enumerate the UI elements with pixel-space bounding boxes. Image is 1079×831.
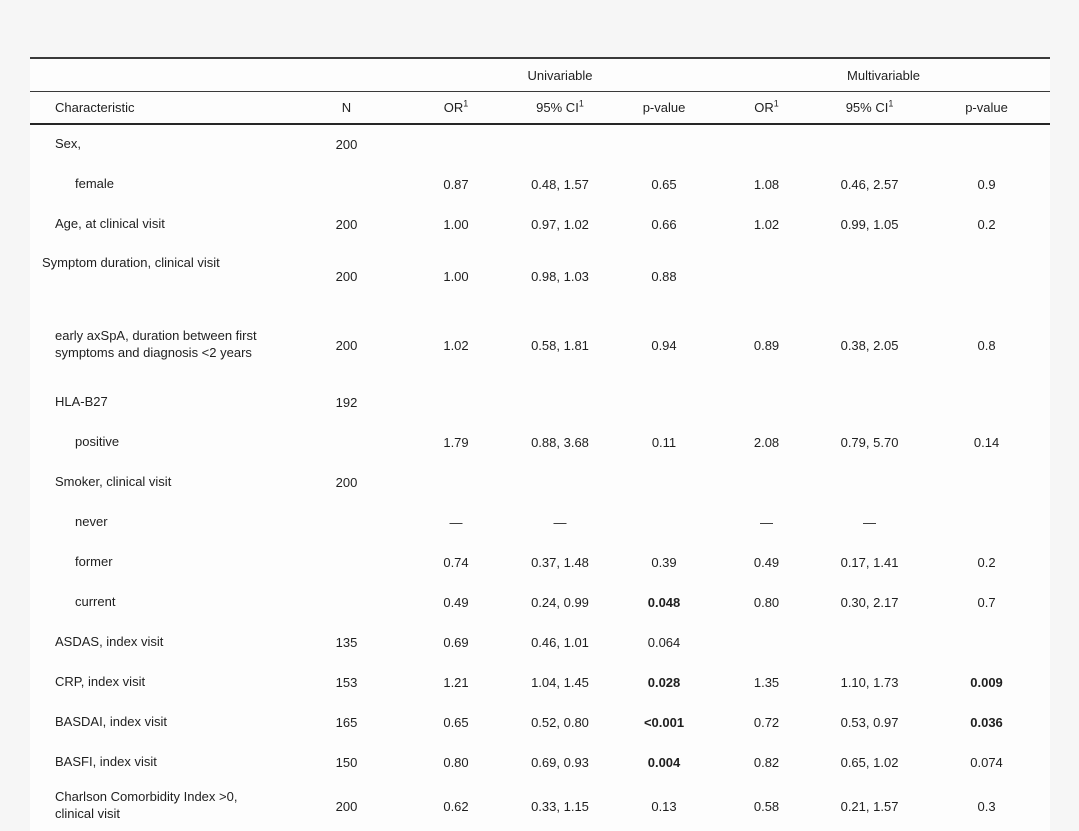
n-cell bbox=[290, 422, 403, 462]
pvalue-univariable-cell: 0.064 bbox=[647, 634, 681, 650]
characteristic-cell bbox=[30, 742, 290, 782]
ci-multivariable-cell: 0.17, 1.41 bbox=[840, 554, 899, 570]
pvalue-multivariable-cell: 0.2 bbox=[977, 216, 996, 232]
n-cell: 200 bbox=[335, 136, 358, 152]
spanner-empty bbox=[30, 58, 403, 92]
pvalue-univariable-cell: 0.66 bbox=[651, 216, 677, 232]
n-cell: 153 bbox=[335, 674, 358, 690]
characteristic-label: female bbox=[75, 175, 115, 191]
pvalue-univariable-cell bbox=[611, 382, 717, 422]
or-multivariable-cell: 0.89 bbox=[753, 337, 780, 353]
characteristic-label: BASFI, index visit bbox=[55, 753, 157, 769]
characteristic-cell bbox=[30, 382, 290, 422]
characteristic-cell bbox=[30, 422, 290, 462]
or-multivariable-cell: 0.72 bbox=[753, 714, 780, 730]
pvalue-multivariable-cell: 0.14 bbox=[973, 434, 1000, 450]
pvalue-univariable-cell bbox=[611, 502, 717, 542]
or-multivariable-cell bbox=[717, 462, 816, 502]
pvalue-multivariable-cell: 0.074 bbox=[970, 754, 1003, 770]
characteristic-label: positive bbox=[75, 433, 120, 449]
footnote-marker: 1 bbox=[578, 98, 584, 109]
ci-univariable-cell: 0.88, 3.68 bbox=[531, 434, 589, 450]
n-cell: 135 bbox=[335, 634, 358, 650]
pvalue-multivariable-cell bbox=[923, 382, 1050, 422]
n-cell: 200 bbox=[335, 268, 358, 284]
pvalue-univariable-cell: 0.028 bbox=[647, 674, 681, 690]
footnote-marker: 1 bbox=[773, 98, 779, 109]
pvalue-multivariable-cell: 0.009 bbox=[970, 674, 1003, 690]
table-row bbox=[30, 308, 1050, 382]
or-univariable-cell bbox=[403, 124, 509, 164]
table-row bbox=[30, 662, 1050, 702]
footnote-marker: 1 bbox=[888, 98, 894, 109]
ci-univariable-cell: 0.37, 1.48 bbox=[531, 554, 589, 570]
pvalue-multivariable-cell bbox=[923, 462, 1050, 502]
ci-multivariable-cell bbox=[816, 244, 923, 308]
characteristic-label: current bbox=[75, 593, 116, 609]
pvalue-univariable-cell: 0.65 bbox=[651, 176, 677, 192]
n-cell: 150 bbox=[335, 754, 358, 770]
ci-univariable-cell: 0.98, 1.03 bbox=[531, 268, 589, 284]
or-univariable-cell: 1.79 bbox=[443, 434, 469, 450]
ci-univariable-cell: 0.33, 1.15 bbox=[531, 798, 589, 814]
spanner-univariable bbox=[403, 58, 717, 92]
table-row bbox=[30, 542, 1050, 582]
pvalue-univariable-cell: 0.39 bbox=[651, 554, 677, 570]
spanner-multivariable bbox=[717, 58, 1050, 92]
table-row bbox=[30, 622, 1050, 662]
characteristic-cell bbox=[30, 582, 290, 622]
or-multivariable-cell: 0.58 bbox=[753, 798, 780, 814]
pvalue-univariable-cell: 0.048 bbox=[647, 594, 681, 610]
pvalue-multivariable-cell bbox=[923, 124, 1050, 164]
characteristic-label: Charlson Comorbidity Index >0, clinical visit bbox=[55, 789, 238, 821]
table-row bbox=[30, 462, 1050, 502]
characteristic-label: early axSpA, duration between first symptoms and diagnosis <2 years bbox=[55, 328, 257, 360]
characteristic-cell bbox=[30, 622, 290, 662]
ci-multivariable-cell: 0.30, 2.17 bbox=[840, 594, 899, 610]
or-univariable-cell bbox=[403, 382, 509, 422]
characteristic-cell bbox=[30, 308, 290, 382]
pvalue-univariable-cell: 0.94 bbox=[651, 337, 677, 353]
pvalue-univariable-cell: 0.13 bbox=[651, 798, 677, 814]
n-cell: 200 bbox=[335, 337, 358, 353]
or-univariable-cell: 0.69 bbox=[443, 634, 469, 650]
or-univariable-cell: 0.62 bbox=[443, 798, 469, 814]
characteristic-cell bbox=[30, 662, 290, 702]
table-row bbox=[30, 502, 1050, 542]
characteristic-label: Smoker, clinical visit bbox=[55, 473, 172, 489]
characteristic-cell bbox=[30, 782, 290, 830]
or-univariable-cell: 0.49 bbox=[443, 594, 469, 610]
or-univariable-cell: 1.00 bbox=[443, 216, 469, 232]
or-univariable-cell: 1.02 bbox=[443, 337, 469, 353]
table-row bbox=[30, 742, 1050, 782]
pvalue-multivariable-cell bbox=[923, 622, 1050, 662]
characteristic-cell bbox=[30, 244, 290, 308]
characteristic-label: Sex, bbox=[55, 135, 82, 151]
pvalue-univariable-cell: 0.11 bbox=[651, 434, 677, 450]
or-univariable-cell: 0.65 bbox=[443, 714, 469, 730]
characteristic-label: Symptom duration, clinical visit bbox=[42, 255, 220, 270]
ci-univariable-cell bbox=[509, 382, 611, 422]
column-header-ci-univariable: 95% $CI^1$ bbox=[509, 92, 611, 125]
pvalue-multivariable-cell: 0.9 bbox=[977, 176, 996, 192]
characteristic-cell bbox=[30, 502, 290, 542]
ci-multivariable-cell: 0.53, 0.97 bbox=[840, 714, 899, 730]
column-header-ci-multivariable: 95% $CI^1$ bbox=[816, 92, 923, 125]
table-row bbox=[30, 422, 1050, 462]
column-header-n: N bbox=[290, 92, 403, 125]
table-row bbox=[30, 702, 1050, 742]
ci-multivariable-cell: — bbox=[863, 514, 877, 530]
characteristic-label: BASDAI, index visit bbox=[55, 713, 167, 729]
characteristic-cell bbox=[30, 702, 290, 742]
or-multivariable-cell: 0.49 bbox=[753, 554, 780, 570]
column-header-characteristic: Characteristic bbox=[30, 92, 290, 125]
ci-multivariable-cell bbox=[816, 124, 923, 164]
ci-univariable-cell bbox=[509, 462, 611, 502]
pvalue-univariable-cell: 0.88 bbox=[651, 268, 677, 284]
ci-univariable-cell: — bbox=[553, 514, 567, 530]
column-header-pvalue-multivariable: p-value bbox=[923, 92, 1050, 125]
table-row bbox=[30, 204, 1050, 244]
table-row bbox=[30, 164, 1050, 204]
or-multivariable-cell: 1.08 bbox=[753, 176, 780, 192]
column-header-pvalue-univariable: p-value bbox=[611, 92, 717, 125]
spanner-header-row bbox=[30, 58, 1050, 92]
table-body bbox=[30, 124, 1050, 830]
ci-multivariable-cell: 0.38, 2.05 bbox=[840, 337, 899, 353]
table-row bbox=[30, 382, 1050, 422]
ci-multivariable-cell bbox=[816, 622, 923, 662]
ci-univariable-cell: 1.04, 1.45 bbox=[531, 674, 589, 690]
characteristic-cell bbox=[30, 462, 290, 502]
characteristic-label: Age, at clinical visit bbox=[55, 215, 165, 231]
n-cell bbox=[290, 502, 403, 542]
spanner-univariable-label: Univariable bbox=[527, 67, 593, 83]
ci-multivariable-cell: 1.10, 1.73 bbox=[840, 674, 899, 690]
or-multivariable-cell bbox=[717, 382, 816, 422]
pvalue-univariable-cell bbox=[611, 124, 717, 164]
n-cell: 200 bbox=[335, 798, 358, 814]
characteristic-label: former bbox=[75, 553, 113, 569]
pvalue-multivariable-cell bbox=[923, 502, 1050, 542]
n-cell: 200 bbox=[335, 216, 358, 232]
characteristic-cell bbox=[30, 124, 290, 164]
ci-univariable-cell: 0.46, 1.01 bbox=[531, 634, 589, 650]
or-multivariable-cell bbox=[717, 124, 816, 164]
ci-univariable-cell: 0.52, 0.80 bbox=[531, 714, 589, 730]
characteristic-label: CRP, index visit bbox=[55, 673, 146, 689]
ci-multivariable-cell: 0.21, 1.57 bbox=[840, 798, 899, 814]
regression-results-table bbox=[30, 57, 1050, 831]
pvalue-univariable-cell: 0.004 bbox=[647, 754, 681, 770]
characteristic-label: ASDAS, index visit bbox=[55, 633, 164, 649]
pvalue-multivariable-cell bbox=[923, 244, 1050, 308]
or-univariable-cell bbox=[403, 462, 509, 502]
or-multivariable-cell bbox=[717, 622, 816, 662]
pvalue-multivariable-cell: 0.3 bbox=[977, 798, 996, 814]
table-row bbox=[30, 782, 1050, 830]
pvalue-multivariable-cell: 0.7 bbox=[977, 594, 996, 610]
ci-univariable-cell: 0.97, 1.02 bbox=[531, 216, 589, 232]
ci-multivariable-cell: 0.46, 2.57 bbox=[840, 176, 899, 192]
column-header-or-multivariable: $OR^1$ bbox=[717, 92, 816, 125]
or-multivariable-cell: 1.02 bbox=[753, 216, 780, 232]
table-row bbox=[30, 124, 1050, 164]
ci-univariable-cell: 0.58, 1.81 bbox=[531, 337, 589, 353]
or-multivariable-cell: 0.80 bbox=[753, 594, 780, 610]
ci-multivariable-cell: 0.99, 1.05 bbox=[840, 216, 899, 232]
n-cell bbox=[290, 582, 403, 622]
pvalue-univariable-cell: <0.001 bbox=[643, 714, 685, 730]
or-multivariable-cell: 0.82 bbox=[753, 754, 780, 770]
ci-multivariable-cell bbox=[816, 382, 923, 422]
pvalue-multivariable-cell: 0.2 bbox=[977, 554, 996, 570]
table-row bbox=[30, 244, 1050, 308]
n-cell: 192 bbox=[335, 394, 358, 410]
characteristic-cell bbox=[30, 542, 290, 582]
or-univariable-cell: 0.87 bbox=[443, 176, 469, 192]
or-univariable-cell: 1.00 bbox=[443, 268, 469, 284]
ci-univariable-cell: 0.69, 0.93 bbox=[531, 754, 589, 770]
ci-univariable-cell: 0.24, 0.99 bbox=[531, 594, 589, 610]
characteristic-label: never bbox=[75, 513, 108, 529]
column-header-or-univariable: $OR^1$ bbox=[403, 92, 509, 125]
pvalue-univariable-cell bbox=[611, 462, 717, 502]
column-header-row bbox=[30, 92, 1050, 125]
ci-multivariable-cell: 0.79, 5.70 bbox=[840, 434, 899, 450]
or-univariable-cell: 0.74 bbox=[443, 554, 469, 570]
n-cell bbox=[290, 164, 403, 204]
pvalue-multivariable-cell: 0.8 bbox=[977, 337, 996, 353]
characteristic-label: HLA-B27 bbox=[55, 393, 108, 409]
characteristic-cell bbox=[30, 164, 290, 204]
or-univariable-cell: — bbox=[449, 514, 463, 530]
or-univariable-cell: 1.21 bbox=[443, 674, 469, 690]
or-multivariable-cell: — bbox=[760, 514, 774, 530]
table-row bbox=[30, 582, 1050, 622]
characteristic-cell bbox=[30, 204, 290, 244]
or-multivariable-cell: 1.35 bbox=[753, 674, 780, 690]
ci-univariable-cell: 0.48, 1.57 bbox=[531, 176, 589, 192]
pvalue-multivariable-cell: 0.036 bbox=[970, 714, 1003, 730]
footnote-marker: 1 bbox=[463, 98, 469, 109]
or-univariable-cell: 0.80 bbox=[443, 754, 469, 770]
results-table bbox=[30, 57, 1050, 831]
ci-multivariable-cell bbox=[816, 462, 923, 502]
ci-univariable-cell bbox=[509, 124, 611, 164]
spanner-multivariable-label: Multivariable bbox=[847, 67, 921, 83]
n-cell: 200 bbox=[335, 474, 358, 490]
or-multivariable-cell bbox=[717, 244, 816, 308]
n-cell bbox=[290, 542, 403, 582]
n-cell: 165 bbox=[335, 714, 358, 730]
or-multivariable-cell: 2.08 bbox=[753, 434, 780, 450]
ci-multivariable-cell: 0.65, 1.02 bbox=[840, 754, 899, 770]
